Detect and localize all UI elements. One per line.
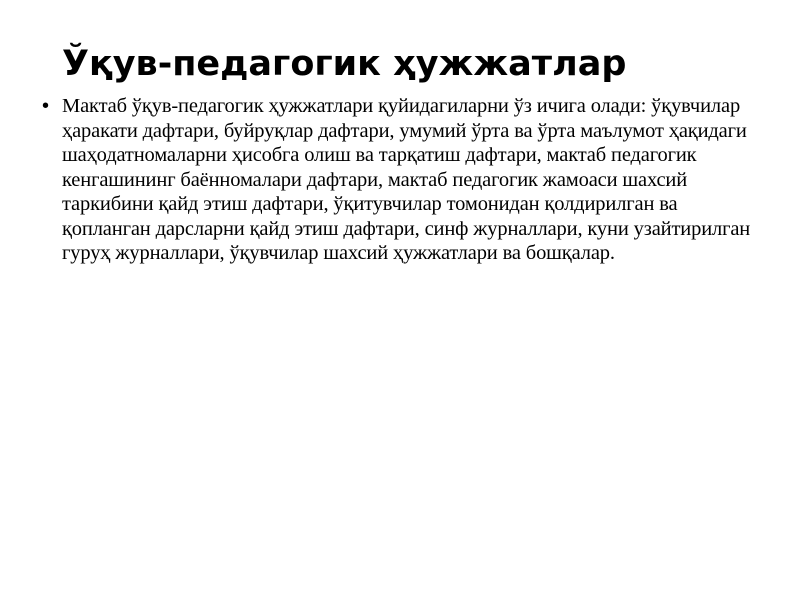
bullet-text: Мактаб ўқув-педагогик ҳужжатлари қуйидагиларни ўз ичига олади: ўқувчилар ҳаракати дафтари, буйруқлар дафтари, умумий ўрта ва ўрта маълумот ҳақидаги шаҳодатномаларни ҳисобга олиш ва тарқатиш дафтари, мактаб педагогик кенгашининг баённомалари дафтари, мактаб педагогик жамоаси шахсий таркибини қайд этиш дафтари, ўқитувчилар томонидан қолдирилган ва қопланган дарсларни қайд этиш дафтари, синф журналлари, куни узайтирилган гуруҳ журналлари, ўқувчилар шахсий ҳужжатлари ва бошқалар. [62, 95, 751, 264]
bullet-item [40, 94, 762, 266]
bullet-marker: • [42, 95, 49, 117]
slide-title: Ўқув-педагогик ҳужжатлар [62, 44, 627, 84]
bullet-list [40, 94, 762, 266]
